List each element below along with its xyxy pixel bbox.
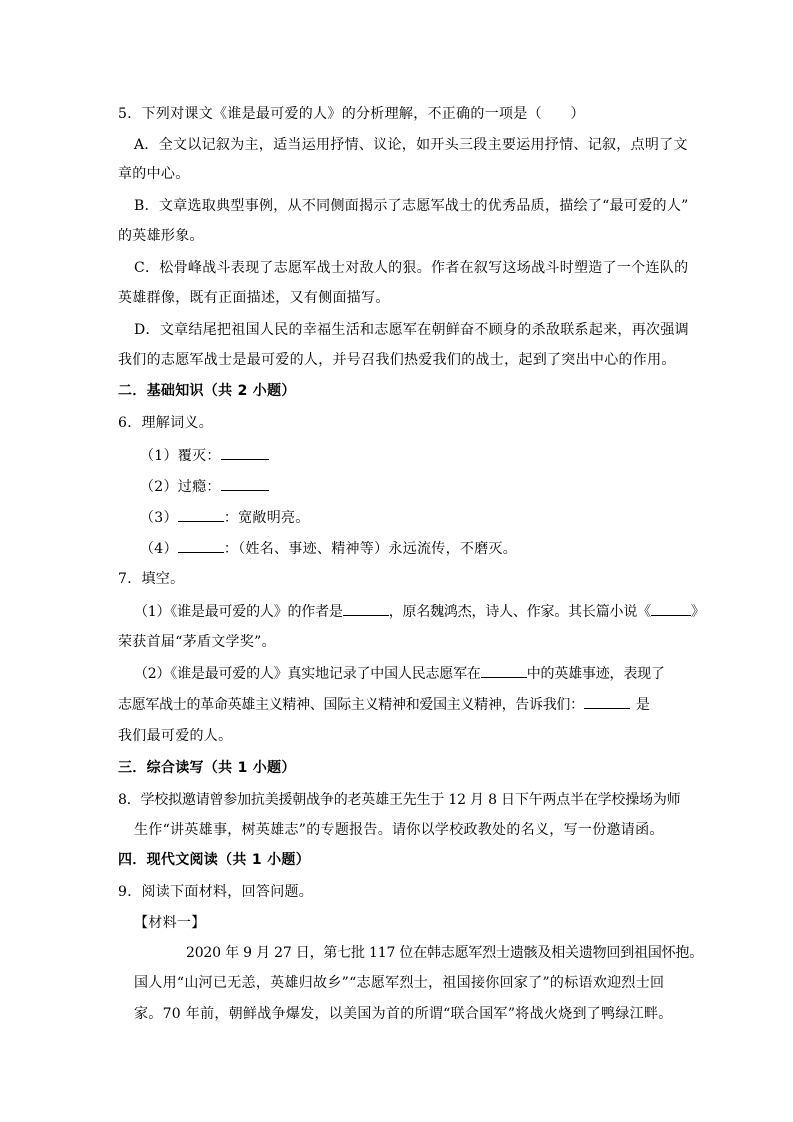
q6-item-3 (140, 507, 310, 528)
q6-stem: 6．理解词义。 (118, 415, 214, 431)
answer-blank[interactable] (178, 538, 224, 553)
q6-item-1-text: （1）覆灭： (140, 448, 221, 464)
q7-line-1 (134, 601, 705, 622)
q5-option-b-line2: 的英雄形象。 (118, 228, 204, 244)
q7-line-5: 我们最可爱的人。 (118, 728, 233, 744)
q7-line-3-b: 中的英雄事迹，表现了 (526, 666, 665, 682)
q5-stem: 5．下列对课文《谁是最可爱的人》的分析理解，不正确的一项是（ ） (118, 106, 585, 122)
answer-blank[interactable] (651, 601, 691, 616)
answer-blank[interactable] (481, 663, 527, 678)
q9-paragraph-line-2: 国人用“山河已无恙，英雄归故乡”“志愿军烈士，祖国接你回家了”的标语欢迎烈士回 (134, 975, 665, 991)
q7-line-4 (118, 694, 650, 715)
q6-item-3-prefix: （3） (140, 510, 178, 526)
q5-option-d-line2: 我们的志愿军战士是最可爱的人，并号召我们热爱我们的战士，起到了突出中心的作用。 (118, 352, 676, 368)
q7-line-4-b: 是 (635, 697, 650, 713)
q5-option-c-line2: 英雄群像，既有正面描述，又有侧面描写。 (118, 290, 390, 306)
section-heading-reading-writing: 三．综合读写（共 1 小题） (118, 760, 296, 776)
q7-line-3 (134, 663, 665, 684)
q5-option-a-line1: A．全文以记叙为主，适当运用抒情、议论，如开头三段主要运用抒情、记叙，点明了文 (134, 137, 688, 153)
q5-option-c-line1: C．松骨峰战斗表现了志愿军战士对敌人的狠。作者在叙写这场战斗时塑造了一个连队的 (134, 260, 689, 276)
q8-line-1: 8．学校拟邀请曾参加抗美援朝战争的老英雄王先生于 12 月 8 日下午两点半在学校操场为师 (118, 792, 681, 808)
q7-line-2: 荣获首届“茅盾文学奖”。 (118, 634, 276, 650)
q7-stem: 7．填空。 (118, 571, 185, 587)
q9-paragraph-line-1: 2020 年 9 月 27 日，第七批 117 位在韩志愿军烈士遗骸及相关遗物回到祖国怀抱。 (186, 945, 704, 961)
q9-paragraph-line-3: 家。70 年前，朝鲜战争爆发，以美国为首的所谓“联合国军”将战火烧到了鸭绿江畔。 (134, 1006, 673, 1022)
answer-blank[interactable] (584, 694, 630, 709)
q5-option-b-line1: B．文章选取典型事例，从不同侧面揭示了志愿军战士的优秀品质，描绘了“最可爱的人” (134, 198, 689, 214)
q6-item-4-prefix: （4） (140, 541, 178, 557)
q6-item-2-text: （2）过瘾： (140, 479, 221, 495)
q6-item-4-text: ：（姓名、事迹、精神等）永远流传，不磨灭。 (223, 541, 518, 557)
q6-item-2 (140, 476, 269, 497)
q7-line-3-a: （2）《谁是最可爱的人》真实地记录了中国人民志愿军在 (134, 666, 481, 682)
q7-line-1-b: ，原名魏鸿杰，诗人、作家。其长篇小说《 (388, 604, 651, 620)
q9-stem: 9．阅读下面材料，回答问题。 (118, 884, 314, 900)
answer-blank[interactable] (178, 507, 224, 522)
q9-material-label: 【材料一】 (134, 915, 206, 931)
q6-item-3-text: ：宽敞明亮。 (223, 510, 310, 526)
q5-option-a-line2: 章的中心。 (118, 166, 190, 182)
q8-line-2: 生作“讲英雄事，树英雄志”的专题报告。请你以学校政教处的名义，写一份邀请函。 (134, 822, 664, 838)
q7-line-1-c: 》 (690, 604, 705, 620)
answer-blank[interactable] (343, 601, 389, 616)
q5-option-d-line1: D．文章结尾把祖国人民的幸福生活和志愿军在朝鲜奋不顾身的杀敌联系起来，再次强调 (134, 322, 689, 338)
answer-blank[interactable] (221, 445, 269, 460)
q6-item-1 (140, 445, 269, 466)
answer-blank[interactable] (221, 476, 269, 491)
q6-item-4 (140, 538, 517, 559)
q7-line-1-a: （1）《谁是最可爱的人》的作者是 (134, 604, 343, 620)
q7-line-4-a: 志愿军战士的革命英雄主义精神、国际主义精神和爱国主义精神，告诉我们： (118, 697, 584, 713)
section-heading-modern-reading: 四．现代文阅读（共 1 小题） (118, 852, 310, 868)
section-heading-basic-knowledge: 二．基础知识（共 2 小题） (118, 383, 296, 399)
